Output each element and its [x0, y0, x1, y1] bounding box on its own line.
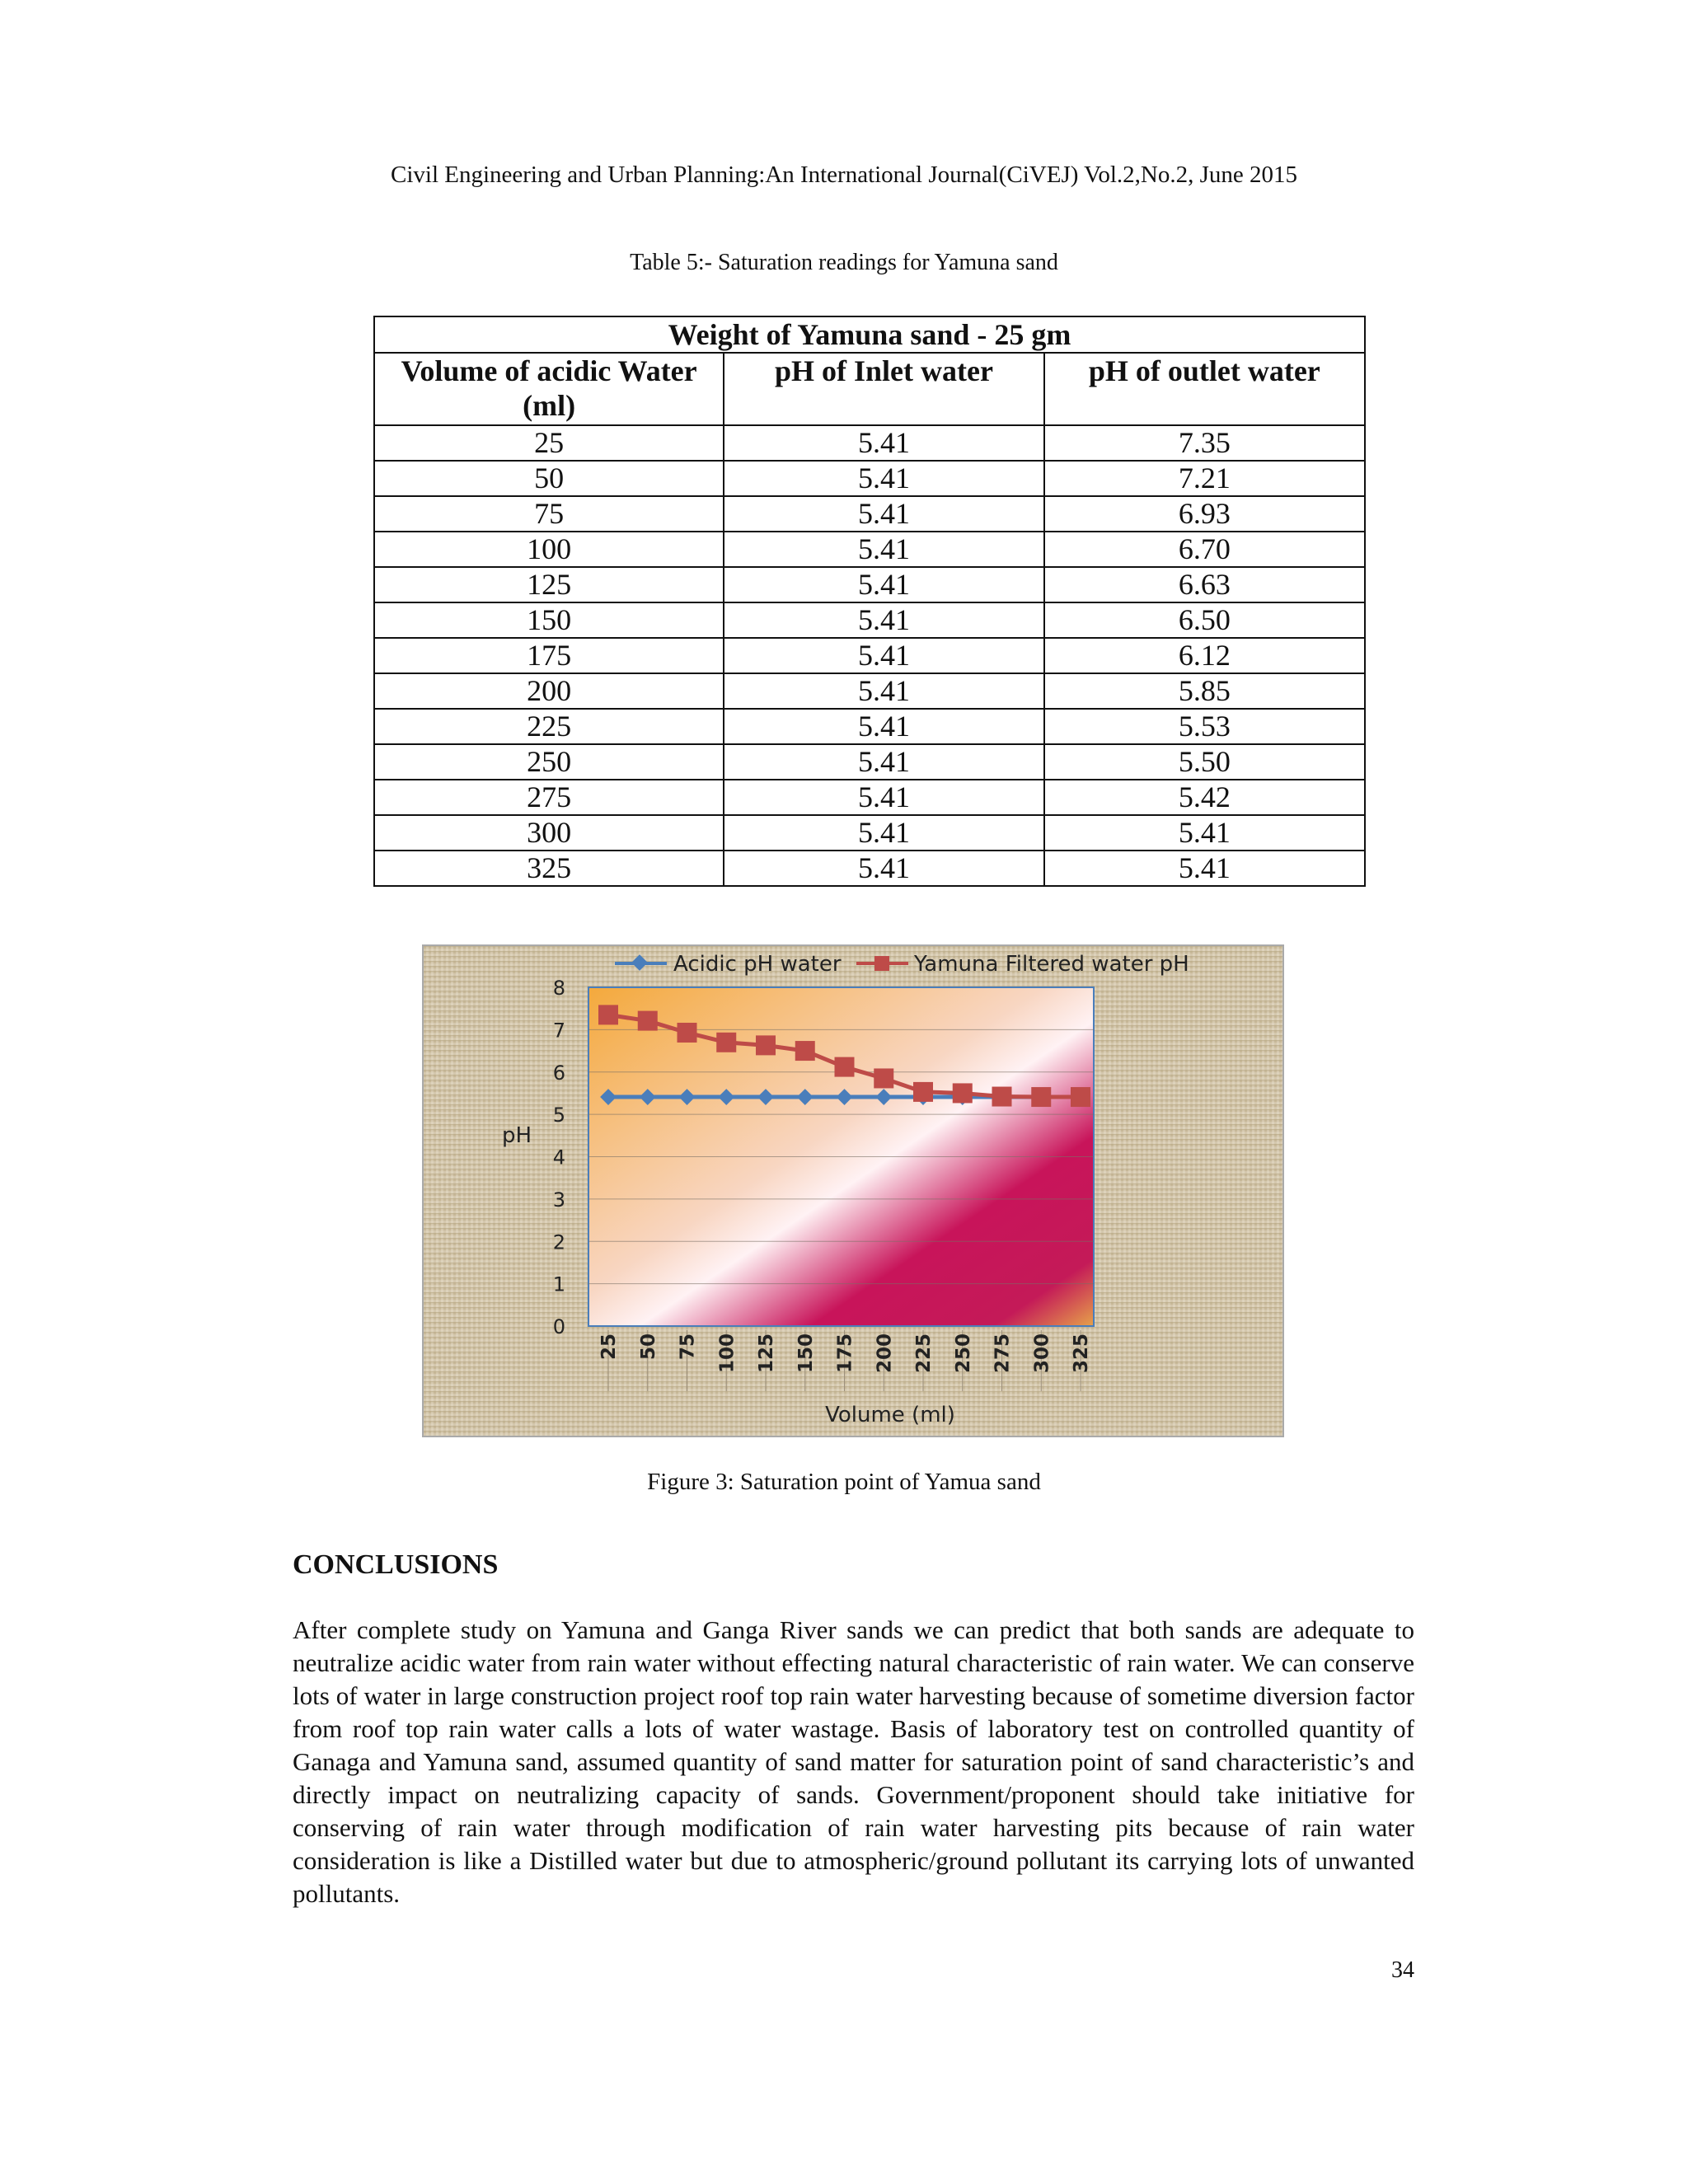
- cell-outlet-ph: 6.50: [1044, 602, 1365, 638]
- cell-volume: 275: [374, 780, 724, 815]
- y-tick-label: 8: [552, 977, 565, 1000]
- x-tick-label: 200: [874, 1333, 896, 1374]
- page-number: 34: [1391, 1957, 1414, 1983]
- cell-outlet-ph: 5.42: [1044, 780, 1365, 815]
- cell-volume: 300: [374, 815, 724, 851]
- table-body: [374, 425, 1365, 886]
- section-heading-conclusions: CONCLUSIONS: [293, 1549, 499, 1580]
- x-tick-label: 250: [952, 1333, 974, 1374]
- cell-outlet-ph: 6.93: [1044, 496, 1365, 532]
- cell-volume: 175: [374, 638, 724, 673]
- data-point-yamuna: [756, 1035, 776, 1055]
- cell-volume: 250: [374, 744, 724, 780]
- cell-inlet-ph: 5.41: [724, 461, 1043, 496]
- data-point-yamuna: [1071, 1087, 1090, 1107]
- cell-volume: 225: [374, 709, 724, 744]
- table-row: [374, 425, 1365, 461]
- table-row: [374, 567, 1365, 602]
- cell-inlet-ph: 5.41: [724, 780, 1043, 815]
- data-point-yamuna: [795, 1041, 815, 1061]
- legend-label-yamuna: Yamuna Filtered water pH: [914, 952, 1189, 977]
- cell-outlet-ph: 6.63: [1044, 567, 1365, 602]
- x-tick-label: 175: [834, 1333, 856, 1374]
- cell-outlet-ph: 7.21: [1044, 461, 1365, 496]
- data-point-yamuna: [835, 1057, 855, 1077]
- cell-volume: 150: [374, 602, 724, 638]
- table-row: [374, 602, 1365, 638]
- legend-marker-yamuna: [874, 956, 889, 971]
- cell-inlet-ph: 5.41: [724, 709, 1043, 744]
- legend-label-acidic: Acidic pH water: [673, 952, 842, 977]
- table-row: [374, 851, 1365, 886]
- cell-volume: 75: [374, 496, 724, 532]
- y-tick-label: 7: [552, 1019, 565, 1043]
- cell-outlet-ph: 5.85: [1044, 673, 1365, 709]
- y-tick-label: 1: [552, 1272, 565, 1296]
- cell-volume: 325: [374, 851, 724, 886]
- cell-inlet-ph: 5.41: [724, 815, 1043, 851]
- x-tick-label: 150: [795, 1333, 817, 1374]
- cell-inlet-ph: 5.41: [724, 673, 1043, 709]
- table-row: [374, 815, 1365, 851]
- y-tick-label: 5: [552, 1104, 565, 1127]
- table-row: [374, 780, 1365, 815]
- cell-inlet-ph: 5.41: [724, 638, 1043, 673]
- cell-outlet-ph: 6.70: [1044, 532, 1365, 567]
- x-tick-label: 325: [1071, 1333, 1092, 1374]
- cell-inlet-ph: 5.41: [724, 425, 1043, 461]
- cell-inlet-ph: 5.41: [724, 602, 1043, 638]
- data-point-yamuna: [913, 1082, 933, 1102]
- x-tick-label: 125: [756, 1333, 777, 1374]
- y-tick-label: 4: [552, 1146, 565, 1169]
- y-tick-label: 3: [552, 1188, 565, 1212]
- y-tick-label: 2: [552, 1230, 565, 1254]
- table-row: [374, 496, 1365, 532]
- ph-chart-svg: [424, 946, 1282, 1436]
- data-point-yamuna: [1031, 1087, 1051, 1107]
- table-caption: Table 5:- Saturation readings for Yamuna sand: [630, 250, 1058, 275]
- cell-outlet-ph: 5.50: [1044, 744, 1365, 780]
- cell-outlet-ph: 5.41: [1044, 815, 1365, 851]
- cell-inlet-ph: 5.41: [724, 567, 1043, 602]
- data-point-yamuna: [678, 1023, 697, 1043]
- data-point-yamuna: [638, 1011, 658, 1031]
- y-tick-label: 6: [552, 1061, 565, 1085]
- saturation-table: [373, 316, 1366, 887]
- x-tick-label: 225: [913, 1333, 935, 1374]
- running-head: Civil Engineering and Urban Planning:An International Journal(CiVEJ) Vol.2,No.2, June 2015: [391, 162, 1297, 188]
- table-row: [374, 461, 1365, 496]
- x-tick-label: 100: [716, 1333, 738, 1374]
- cell-inlet-ph: 5.41: [724, 851, 1043, 886]
- y-tick-labels: [553, 977, 565, 1338]
- cell-outlet-ph: 5.41: [1044, 851, 1365, 886]
- cell-volume: 125: [374, 567, 724, 602]
- cell-volume: 100: [374, 532, 724, 567]
- cell-outlet-ph: 6.12: [1044, 638, 1365, 673]
- column-header-inlet-ph: pH of Inlet water: [724, 353, 1043, 425]
- table-row: [374, 673, 1365, 709]
- x-axis-label: Volume (ml): [825, 1403, 955, 1427]
- cell-outlet-ph: 7.35: [1044, 425, 1365, 461]
- cell-inlet-ph: 5.41: [724, 744, 1043, 780]
- data-point-yamuna: [992, 1087, 1012, 1107]
- x-tick-label: 25: [598, 1333, 620, 1361]
- column-header-volume: Volume of acidic Water (ml): [374, 353, 724, 425]
- cell-inlet-ph: 5.41: [724, 532, 1043, 567]
- conclusions-paragraph: After complete study on Yamuna and Ganga River sands we can predict that both sands are adequate to neutralize acidic water from rain water without effecting natural characteristic of rain water. We can conserve lots of water in large construction project roof top rain water harvesting because of sometime diversion factor from roof top rain water calls a lots of water wastage. Basis of laboratory test on controlled quantity of Ganaga and Yamuna sand, assumed quantity of sand matter for saturation point of sand characteristic’s and directly impact on neutralizing capacity of sands. Government/proponent should take initiative for conserving of rain water through modification of rain water harvesting pits because of rain water consideration is like a Distilled water but due to atmospheric/ground pollutant its carrying lots of unwanted pollutants.: [293, 1615, 1414, 1908]
- data-point-yamuna: [874, 1068, 893, 1088]
- x-tick-label: 50: [637, 1333, 659, 1361]
- data-point-yamuna: [716, 1033, 736, 1052]
- x-tick-label: 300: [1031, 1333, 1053, 1374]
- column-header-outlet-ph: pH of outlet water: [1044, 353, 1365, 425]
- cell-outlet-ph: 5.53: [1044, 709, 1365, 744]
- cell-volume: 25: [374, 425, 724, 461]
- table-row: [374, 709, 1365, 744]
- table-row: [374, 638, 1365, 673]
- x-tick-label: 75: [677, 1333, 699, 1361]
- x-tick-label: 275: [992, 1333, 1014, 1374]
- table-row: [374, 744, 1365, 780]
- data-point-yamuna: [598, 1005, 618, 1024]
- figure-caption: Figure 3: Saturation point of Yamua sand: [647, 1469, 1041, 1495]
- y-axis-label: pH: [502, 1123, 532, 1148]
- y-tick-label: 0: [552, 1315, 565, 1338]
- ph-chart: [422, 944, 1284, 1437]
- cell-inlet-ph: 5.41: [724, 496, 1043, 532]
- table-row: [374, 532, 1365, 567]
- cell-volume: 200: [374, 673, 724, 709]
- table-title: Weight of Yamuna sand - 25 gm: [374, 316, 1365, 353]
- cell-volume: 50: [374, 461, 724, 496]
- data-point-yamuna: [953, 1083, 973, 1103]
